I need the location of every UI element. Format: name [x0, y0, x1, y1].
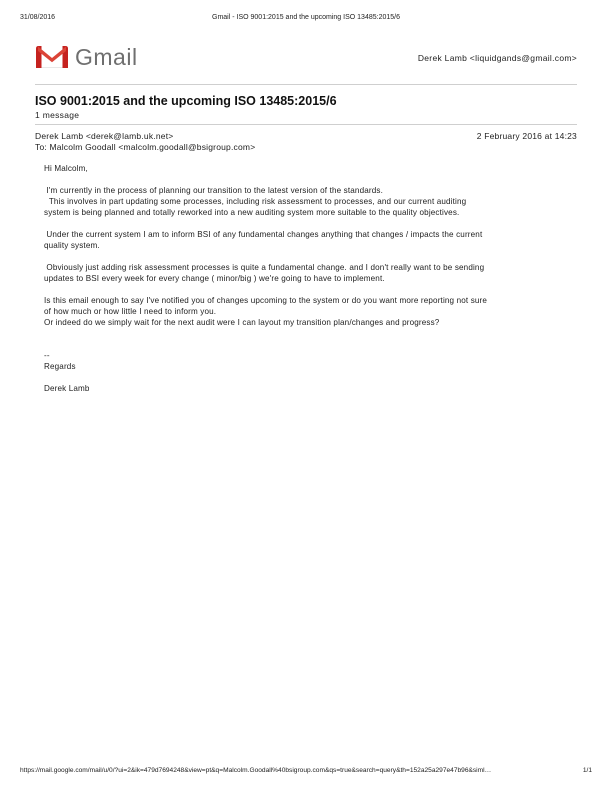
- message-date: 2 February 2016 at 14:23: [476, 131, 577, 141]
- gmail-logo-icon: [35, 44, 69, 70]
- thread-divider: [35, 124, 577, 125]
- paragraph-gap: [44, 372, 567, 383]
- header-divider: [35, 84, 577, 85]
- print-header: [20, 14, 592, 26]
- message-count: 1 message: [35, 110, 80, 120]
- body-line: Is this email enough to say I've notified you of changes upcoming to the system or do you want more reporting not sure: [44, 296, 488, 305]
- body-line: I'm currently in the process of planning our transition to the latest version of the standards.: [44, 186, 383, 195]
- gmail-brand[interactable]: [35, 44, 138, 70]
- body-line: Under the current system I am to inform BSI of any fundamental changes anything that changes / impacts the current: [44, 230, 483, 239]
- body-line: Or indeed do we simply wait for the next audit were I can layout my transition plan/changes and progress?: [44, 318, 440, 327]
- body-line: updates to BSI every week for every change ( minor/big ) we're going to have to implement.: [44, 274, 385, 283]
- print-title: Gmail - ISO 9001:2015 and the upcoming ISO 13485:2015/6: [212, 14, 400, 21]
- body-line: quality system.: [44, 241, 100, 250]
- body-line: This involves in part updating some processes, including risk assessment to processes, and our current auditing: [44, 197, 467, 206]
- message-sender-row: [35, 131, 577, 141]
- paragraph-gap: [44, 284, 567, 295]
- print-date: 31/08/2016: [20, 14, 56, 21]
- paragraph-gap: [44, 339, 567, 350]
- signature-regards: Regards: [44, 362, 76, 371]
- signature-name: Derek Lamb: [44, 384, 90, 393]
- print-footer: [20, 767, 592, 779]
- body-line: Obviously just adding risk assessment processes is quite a fundamental change. and I don't really want to be sending: [44, 263, 485, 272]
- body-line: system is being planned and totally reworked into a new auditing system more suitable to the quality objectives.: [44, 208, 460, 217]
- gmail-wordmark: Gmail: [75, 44, 138, 70]
- paragraph-gap: [44, 251, 567, 262]
- print-page-number: 1/1: [582, 767, 592, 774]
- thread-subject: ISO 9001:2015 and the upcoming ISO 13485:2015/6: [35, 94, 337, 108]
- paragraph-gap: [44, 174, 567, 185]
- print-url: https://mail.google.com/mail/u/0/?ui=2&ik=479d7694248&view=pt&q=Malcolm.Goodall%40bsigroup.com&qs=true&search=query&th=152a25a297e47b96&siml…: [20, 767, 492, 774]
- body-line: of how much or how little I need to inform you.: [44, 307, 217, 316]
- body-greeting: Hi Malcolm,: [44, 164, 88, 173]
- account-email: Derek Lamb <liquidgands@gmail.com>: [417, 53, 577, 63]
- message-recipient: To: Malcolm Goodall <malcolm.goodall@bsigroup.com>: [35, 142, 256, 152]
- message-sender: Derek Lamb <derek@lamb.uk.net>: [35, 131, 174, 141]
- paragraph-gap: [44, 328, 567, 339]
- paragraph-gap: [44, 218, 567, 229]
- message-body: [44, 163, 567, 394]
- signature-separator: --: [44, 351, 50, 360]
